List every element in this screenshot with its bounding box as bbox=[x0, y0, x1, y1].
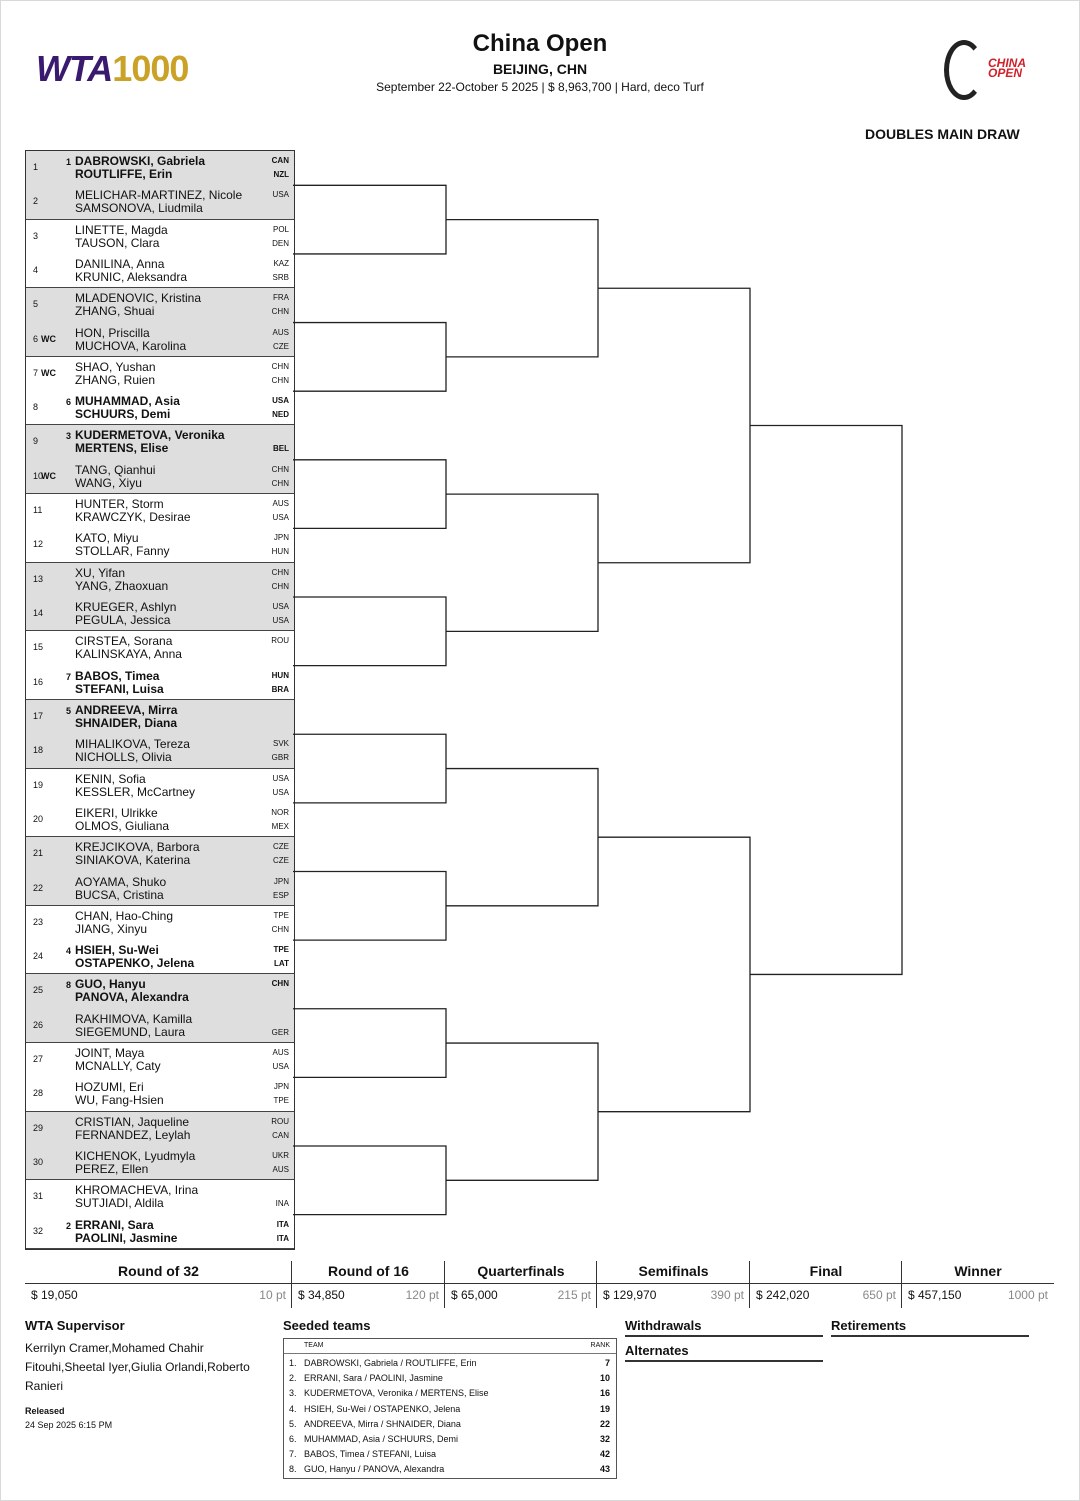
draw-position: 30 bbox=[33, 1156, 44, 1167]
player-name: WU, Fang-Hsien bbox=[75, 1093, 164, 1108]
player-country: USA bbox=[272, 513, 289, 523]
player-country: CZE bbox=[273, 842, 289, 852]
seed-number: 3 bbox=[66, 431, 72, 442]
seeded-team-row bbox=[284, 1447, 616, 1462]
player-country: JPN bbox=[273, 533, 289, 543]
round-divider bbox=[902, 1283, 1054, 1284]
round-column bbox=[292, 1261, 445, 1308]
round-column bbox=[597, 1261, 750, 1308]
bracket-line bbox=[446, 494, 598, 631]
bracket-line bbox=[293, 1146, 446, 1215]
player-name: DABROWSKI, Gabriela bbox=[75, 154, 206, 168]
draw-position: 8 bbox=[33, 402, 39, 413]
draw-position: 20 bbox=[33, 813, 44, 824]
player-country: ROU bbox=[271, 636, 289, 646]
player-country: USA bbox=[272, 396, 289, 406]
player-name: SHAO, Yushan bbox=[75, 359, 156, 374]
team-column-header: TEAM bbox=[304, 1342, 324, 1349]
team-ranking: 10 bbox=[599, 1373, 610, 1384]
player-country: ITA bbox=[276, 1219, 289, 1229]
draw-position: 21 bbox=[33, 848, 44, 859]
player-name: SIEGEMUND, Laura bbox=[75, 1024, 186, 1039]
seeded-team-name: ANDREEVA, Mirra / SHNAIDER, Diana bbox=[304, 1418, 461, 1429]
draw-position: 28 bbox=[33, 1088, 44, 1099]
seeded-team-name: GUO, Hanyu / PANOVA, Alexandra bbox=[304, 1464, 445, 1475]
player-name: MIHALIKOVA, Tereza bbox=[75, 737, 190, 752]
player-name: CRISTIAN, Jaqueline bbox=[75, 1114, 190, 1129]
player-name: MUHAMMAD, Asia bbox=[75, 394, 180, 409]
player-country: CHN bbox=[271, 567, 289, 577]
draw-position: 11 bbox=[33, 505, 43, 516]
round-points: 390 pt bbox=[710, 1288, 744, 1302]
bracket-line bbox=[446, 1043, 598, 1180]
team-ranking: 19 bbox=[599, 1403, 610, 1414]
team-ranking: 22 bbox=[599, 1418, 610, 1429]
bracket-line bbox=[446, 769, 598, 906]
player-name: SINIAKOVA, Katerina bbox=[75, 853, 191, 868]
player-name: JOINT, Maya bbox=[75, 1046, 145, 1061]
player-country: DEN bbox=[272, 238, 289, 248]
player-name: AOYAMA, Shuko bbox=[75, 874, 167, 889]
round-divider bbox=[25, 1283, 292, 1284]
player-country: HUN bbox=[271, 547, 289, 557]
player-name: HON, Priscilla bbox=[75, 325, 150, 340]
round-name: Semifinals bbox=[638, 1263, 709, 1279]
player-name: KICHENOK, Lyudmyla bbox=[75, 1148, 196, 1163]
player-country: USA bbox=[272, 787, 289, 797]
round-divider bbox=[750, 1283, 902, 1284]
wildcard-label: WC bbox=[41, 470, 56, 481]
seed-rank-number: 2. bbox=[289, 1373, 297, 1384]
withdrawals-heading: Withdrawals bbox=[625, 1318, 823, 1337]
player-country: HUN bbox=[271, 670, 289, 680]
player-name: SAMSONOVA, Liudmila bbox=[75, 201, 203, 216]
round-prize-money: $ 65,000 bbox=[451, 1288, 498, 1302]
round-column bbox=[902, 1261, 1054, 1308]
draw-title: DOUBLES MAIN DRAW bbox=[865, 126, 1020, 142]
player-name: BABOS, Timea bbox=[75, 668, 160, 683]
round-points: 120 pt bbox=[405, 1288, 439, 1302]
draw-position: 17 bbox=[33, 710, 44, 721]
player-country: JPN bbox=[273, 876, 289, 886]
draw-position: 16 bbox=[33, 676, 44, 687]
player-name: STEFANI, Luisa bbox=[75, 681, 164, 696]
draw-position: 13 bbox=[33, 573, 44, 584]
player-country: FRA bbox=[273, 293, 289, 303]
draw-position: 7 bbox=[33, 367, 39, 378]
bracket-line bbox=[293, 323, 446, 392]
round-prize-money: $ 129,970 bbox=[603, 1288, 657, 1302]
player-country: CZE bbox=[273, 341, 289, 351]
rank-column-header: RANK bbox=[590, 1342, 610, 1349]
round-prize-money: $ 19,050 bbox=[31, 1288, 78, 1302]
draw-position: 10 bbox=[33, 470, 44, 481]
team-ranking: 43 bbox=[599, 1464, 610, 1475]
draw-position: 12 bbox=[33, 539, 44, 550]
player-name: ZHANG, Ruien bbox=[75, 372, 156, 387]
draw-position: 25 bbox=[33, 985, 44, 996]
released-label: Released bbox=[25, 1406, 65, 1416]
player-country: USA bbox=[272, 1062, 289, 1072]
player-country: TPE bbox=[273, 910, 289, 920]
player-country: CHN bbox=[271, 307, 289, 317]
seeded-team-row bbox=[284, 1371, 616, 1386]
seed-rank-number: 5. bbox=[289, 1418, 297, 1429]
bracket-line bbox=[598, 288, 750, 562]
tournament-info: September 22-October 5 2025 | $ 8,963,700 | Hard, deco Turf bbox=[376, 80, 704, 94]
seed-number: 6 bbox=[66, 397, 72, 408]
player-country: CHN bbox=[271, 924, 289, 934]
player-name: KREJCIKOVA, Barbora bbox=[75, 840, 200, 855]
player-name: WANG, Xiyu bbox=[75, 475, 142, 490]
player-name: DANILINA, Anna bbox=[75, 256, 165, 271]
player-country: CHN bbox=[271, 375, 289, 385]
player-name: MERTENS, Elise bbox=[75, 441, 169, 456]
round-name: Round of 32 bbox=[118, 1263, 199, 1279]
player-country: USA bbox=[272, 602, 289, 612]
bracket-line bbox=[293, 460, 446, 529]
seeded-team-name: BABOS, Timea / STEFANI, Luisa bbox=[304, 1449, 437, 1460]
seed-number: 5 bbox=[66, 705, 72, 716]
round-points: 10 pt bbox=[259, 1288, 286, 1302]
draw-position: 5 bbox=[33, 299, 39, 310]
player-name: KESSLER, McCartney bbox=[75, 784, 196, 799]
player-name: HSIEH, Su-Wei bbox=[75, 943, 159, 958]
draw-position: 29 bbox=[33, 1122, 44, 1133]
player-country: USA bbox=[272, 616, 289, 626]
player-country: CHN bbox=[271, 979, 289, 989]
draw-position: 26 bbox=[33, 1019, 44, 1030]
round-divider bbox=[445, 1283, 597, 1284]
player-name: TANG, Qianhui bbox=[75, 462, 156, 477]
player-name: TAUSON, Clara bbox=[75, 235, 160, 250]
player-name: LINETTE, Magda bbox=[75, 222, 168, 237]
round-name: Final bbox=[809, 1263, 843, 1279]
player-name: YANG, Zhaoxuan bbox=[75, 578, 169, 593]
seeded-teams-heading: Seeded teams bbox=[283, 1318, 371, 1333]
round-name: Quarterfinals bbox=[477, 1263, 565, 1279]
round-column bbox=[445, 1261, 597, 1308]
seed-rank-number: 6. bbox=[289, 1434, 297, 1444]
player-name: RAKHIMOVA, Kamilla bbox=[75, 1011, 193, 1026]
round-name: Round of 16 bbox=[328, 1263, 409, 1279]
player-country: TPE bbox=[273, 945, 289, 955]
player-country: GBR bbox=[271, 753, 289, 763]
seed-number: 7 bbox=[66, 671, 72, 682]
player-country: AUS bbox=[272, 1164, 289, 1174]
round-column bbox=[750, 1261, 902, 1308]
player-country: ROU bbox=[271, 1116, 289, 1126]
player-country: INA bbox=[275, 1199, 289, 1209]
player-name: OLMOS, Giuliana bbox=[75, 818, 170, 833]
seed-rank-number: 3. bbox=[289, 1388, 297, 1399]
round-prize-money: $ 457,150 bbox=[908, 1288, 962, 1302]
draw-position: 32 bbox=[33, 1225, 44, 1236]
round-prize-money: $ 34,850 bbox=[298, 1288, 345, 1302]
player-country: UKR bbox=[272, 1150, 289, 1160]
player-country: ESP bbox=[272, 890, 289, 900]
bracket-line bbox=[598, 837, 750, 1111]
seeded-team-name: HSIEH, Su-Wei / OSTAPENKO, Jelena bbox=[304, 1403, 461, 1414]
seed-rank-number: 8. bbox=[289, 1464, 297, 1475]
player-name: MELICHAR-MARTINEZ, Nicole bbox=[75, 188, 243, 203]
seed-rank-number: 4. bbox=[289, 1403, 297, 1414]
player-name: HUNTER, Storm bbox=[75, 497, 164, 512]
player-name: XU, Yifan bbox=[75, 565, 126, 580]
round-prize-table bbox=[25, 1261, 1054, 1308]
draw-position: 15 bbox=[33, 642, 44, 653]
draw-position: 18 bbox=[33, 745, 44, 756]
player-country: SRB bbox=[272, 272, 289, 282]
release-info bbox=[25, 1406, 112, 1430]
draw-position: 27 bbox=[33, 1054, 44, 1065]
wta-1000-logo: WTA1000 bbox=[36, 48, 189, 89]
player-name: KATO, Miyu bbox=[75, 531, 139, 546]
player-country: NED bbox=[272, 410, 289, 420]
seed-number: 4 bbox=[66, 946, 72, 957]
draw-position: 1 bbox=[33, 162, 39, 172]
seeded-team-name: KUDERMETOVA, Veronika / MERTENS, Elise bbox=[304, 1388, 489, 1399]
seeded-team-row bbox=[284, 1356, 616, 1371]
player-name: KUDERMETOVA, Veronika bbox=[75, 428, 225, 443]
round-divider bbox=[597, 1283, 750, 1284]
player-country: CHN bbox=[271, 478, 289, 488]
seed-number: 8 bbox=[66, 980, 72, 991]
round-divider bbox=[292, 1283, 445, 1284]
draw-position: 6 bbox=[33, 333, 39, 344]
player-country: USA bbox=[272, 773, 289, 783]
bracket-line bbox=[750, 425, 902, 974]
player-name: PANOVA, Alexandra bbox=[75, 990, 189, 1005]
seeded-table-header bbox=[284, 1339, 616, 1354]
player-name: PAOLINI, Jasmine bbox=[75, 1230, 178, 1245]
bracket-line bbox=[293, 872, 446, 941]
player-name: SUTJIADI, Aldila bbox=[75, 1196, 164, 1211]
player-country: CAN bbox=[272, 1130, 289, 1140]
team-ranking: 42 bbox=[599, 1449, 610, 1460]
draw-position: 9 bbox=[33, 436, 39, 447]
player-country: GER bbox=[271, 1027, 289, 1037]
wildcard-label: WC bbox=[41, 333, 56, 344]
seeded-team-row bbox=[284, 1386, 616, 1401]
player-country: CAN bbox=[271, 156, 289, 165]
wildcard-label: WC bbox=[41, 367, 56, 378]
seeded-team-name: ERRANI, Sara / PAOLINI, Jasmine bbox=[304, 1373, 443, 1384]
round-name: Winner bbox=[954, 1263, 1002, 1279]
player-country: USA bbox=[272, 190, 289, 200]
draw-position: 24 bbox=[33, 951, 44, 962]
player-country: KAZ bbox=[273, 258, 289, 268]
player-name: ANDREEVA, Mirra bbox=[75, 702, 178, 717]
bracket-line bbox=[293, 185, 446, 254]
draw-position: 2 bbox=[33, 196, 39, 207]
player-name: KRAWCZYK, Desirae bbox=[75, 510, 191, 525]
player-name: MLADENOVIC, Kristina bbox=[75, 291, 202, 306]
draw-position: 31 bbox=[33, 1191, 44, 1202]
player-name: ZHANG, Shuai bbox=[75, 304, 155, 319]
seeded-team-row bbox=[284, 1462, 616, 1477]
player-name: STOLLAR, Fanny bbox=[75, 544, 170, 559]
round-prize-money: $ 242,020 bbox=[756, 1288, 810, 1302]
player-name: PEREZ, Ellen bbox=[75, 1161, 149, 1176]
round-points: 1000 pt bbox=[1007, 1288, 1048, 1302]
team-ranking: 32 bbox=[599, 1434, 610, 1444]
player-country: AUS bbox=[272, 327, 289, 337]
player-name: ERRANI, Sara bbox=[75, 1217, 154, 1232]
player-country: CHN bbox=[271, 361, 289, 371]
player-name: GUO, Hanyu bbox=[75, 977, 146, 992]
draw-position: 22 bbox=[33, 882, 44, 893]
player-country: NZL bbox=[273, 170, 289, 179]
draw-position: 14 bbox=[33, 608, 44, 619]
round-column bbox=[25, 1261, 292, 1308]
player-country: CHN bbox=[271, 464, 289, 474]
player-name: PEGULA, Jessica bbox=[75, 613, 171, 628]
player-country: AUS bbox=[272, 1048, 289, 1058]
player-name: SCHUURS, Demi bbox=[75, 407, 171, 422]
draw-position: 4 bbox=[33, 264, 39, 275]
player-name: JIANG, Xinyu bbox=[75, 921, 148, 936]
player-country: POL bbox=[272, 224, 289, 234]
player-name: KHROMACHEVA, Irina bbox=[75, 1183, 199, 1198]
tournament-title: China Open bbox=[472, 30, 608, 57]
team-ranking: 16 bbox=[599, 1388, 610, 1399]
player-name: SHNAIDER, Diana bbox=[75, 715, 178, 730]
player-country: BRA bbox=[271, 684, 289, 694]
player-name: CHAN, Hao-Ching bbox=[75, 908, 174, 923]
player-country: NOR bbox=[271, 807, 289, 817]
bracket-line bbox=[293, 597, 446, 666]
seeded-team-row bbox=[284, 1402, 616, 1417]
tournament-location: BEIJING, CHN bbox=[492, 61, 588, 77]
round-points: 650 pt bbox=[862, 1288, 896, 1302]
seed-number: 2 bbox=[66, 1220, 72, 1231]
round-points: 215 pt bbox=[557, 1288, 591, 1302]
player-country: BEL bbox=[273, 444, 289, 454]
player-name: KENIN, Sofia bbox=[75, 771, 146, 786]
player-name: KRUNIC, Aleksandra bbox=[75, 269, 188, 284]
player-country: TPE bbox=[273, 1096, 289, 1106]
player-country: CHN bbox=[271, 581, 289, 591]
supervisor-section bbox=[25, 1318, 265, 1396]
supervisor-names: Kerrilyn Cramer,Mohamed Chahir Fitouhi,Sheetal Iyer,Giulia Orlandi,Roberto Ranieri bbox=[25, 1341, 250, 1393]
player-name: MUCHOVA, Karolina bbox=[75, 338, 187, 353]
bracket-line bbox=[293, 1009, 446, 1078]
player-name: NICHOLLS, Olivia bbox=[75, 750, 172, 765]
china-open-logo: CHINA OPEN bbox=[940, 38, 1040, 96]
bracket-line bbox=[446, 220, 598, 357]
player-country: MEX bbox=[271, 821, 289, 831]
player-name: MCNALLY, Caty bbox=[75, 1059, 161, 1074]
player-name: OSTAPENKO, Jelena bbox=[75, 956, 195, 971]
player-name: ROUTLIFFE, Erin bbox=[75, 167, 173, 181]
player-name: KALINSKAYA, Anna bbox=[75, 647, 182, 662]
seeded-team-name: MUHAMMAD, Asia / SCHUURS, Demi bbox=[304, 1434, 459, 1444]
player-country: CZE bbox=[273, 856, 289, 866]
seeded-team-row bbox=[284, 1417, 616, 1432]
seed-number: 1 bbox=[66, 157, 72, 167]
player-name: HOZUMI, Eri bbox=[75, 1080, 144, 1095]
seeded-team-row bbox=[284, 1432, 616, 1447]
player-country: LAT bbox=[274, 959, 289, 969]
player-name: BUCSA, Cristina bbox=[75, 887, 164, 902]
player-country: JPN bbox=[273, 1082, 289, 1092]
seeded-team-name: DABROWSKI, Gabriela / ROUTLIFFE, Erin bbox=[304, 1358, 477, 1368]
bracket-line bbox=[293, 734, 446, 803]
draw-position: 19 bbox=[33, 779, 44, 790]
draw-position: 3 bbox=[33, 230, 39, 241]
retirements-heading: Retirements bbox=[831, 1318, 1029, 1337]
player-country: SVK bbox=[272, 739, 289, 749]
player-country: ITA bbox=[276, 1233, 289, 1243]
player-name: FERNANDEZ, Leylah bbox=[75, 1127, 191, 1142]
released-date: 24 Sep 2025 6:15 PM bbox=[25, 1420, 113, 1430]
player-name: CIRSTEA, Sorana bbox=[75, 634, 173, 649]
player-name: EIKERI, Ulrikke bbox=[75, 805, 158, 820]
team-ranking: 7 bbox=[604, 1358, 610, 1368]
seed-rank-number: 7. bbox=[289, 1449, 297, 1460]
seed-rank-number: 1. bbox=[289, 1358, 297, 1368]
supervisor-heading: WTA Supervisor bbox=[25, 1318, 125, 1333]
seeded-teams-table bbox=[283, 1338, 617, 1479]
alternates-heading: Alternates bbox=[625, 1343, 823, 1362]
draw-position: 23 bbox=[33, 916, 44, 927]
player-name: KRUEGER, Ashlyn bbox=[75, 600, 177, 615]
player-country: AUS bbox=[272, 499, 289, 509]
